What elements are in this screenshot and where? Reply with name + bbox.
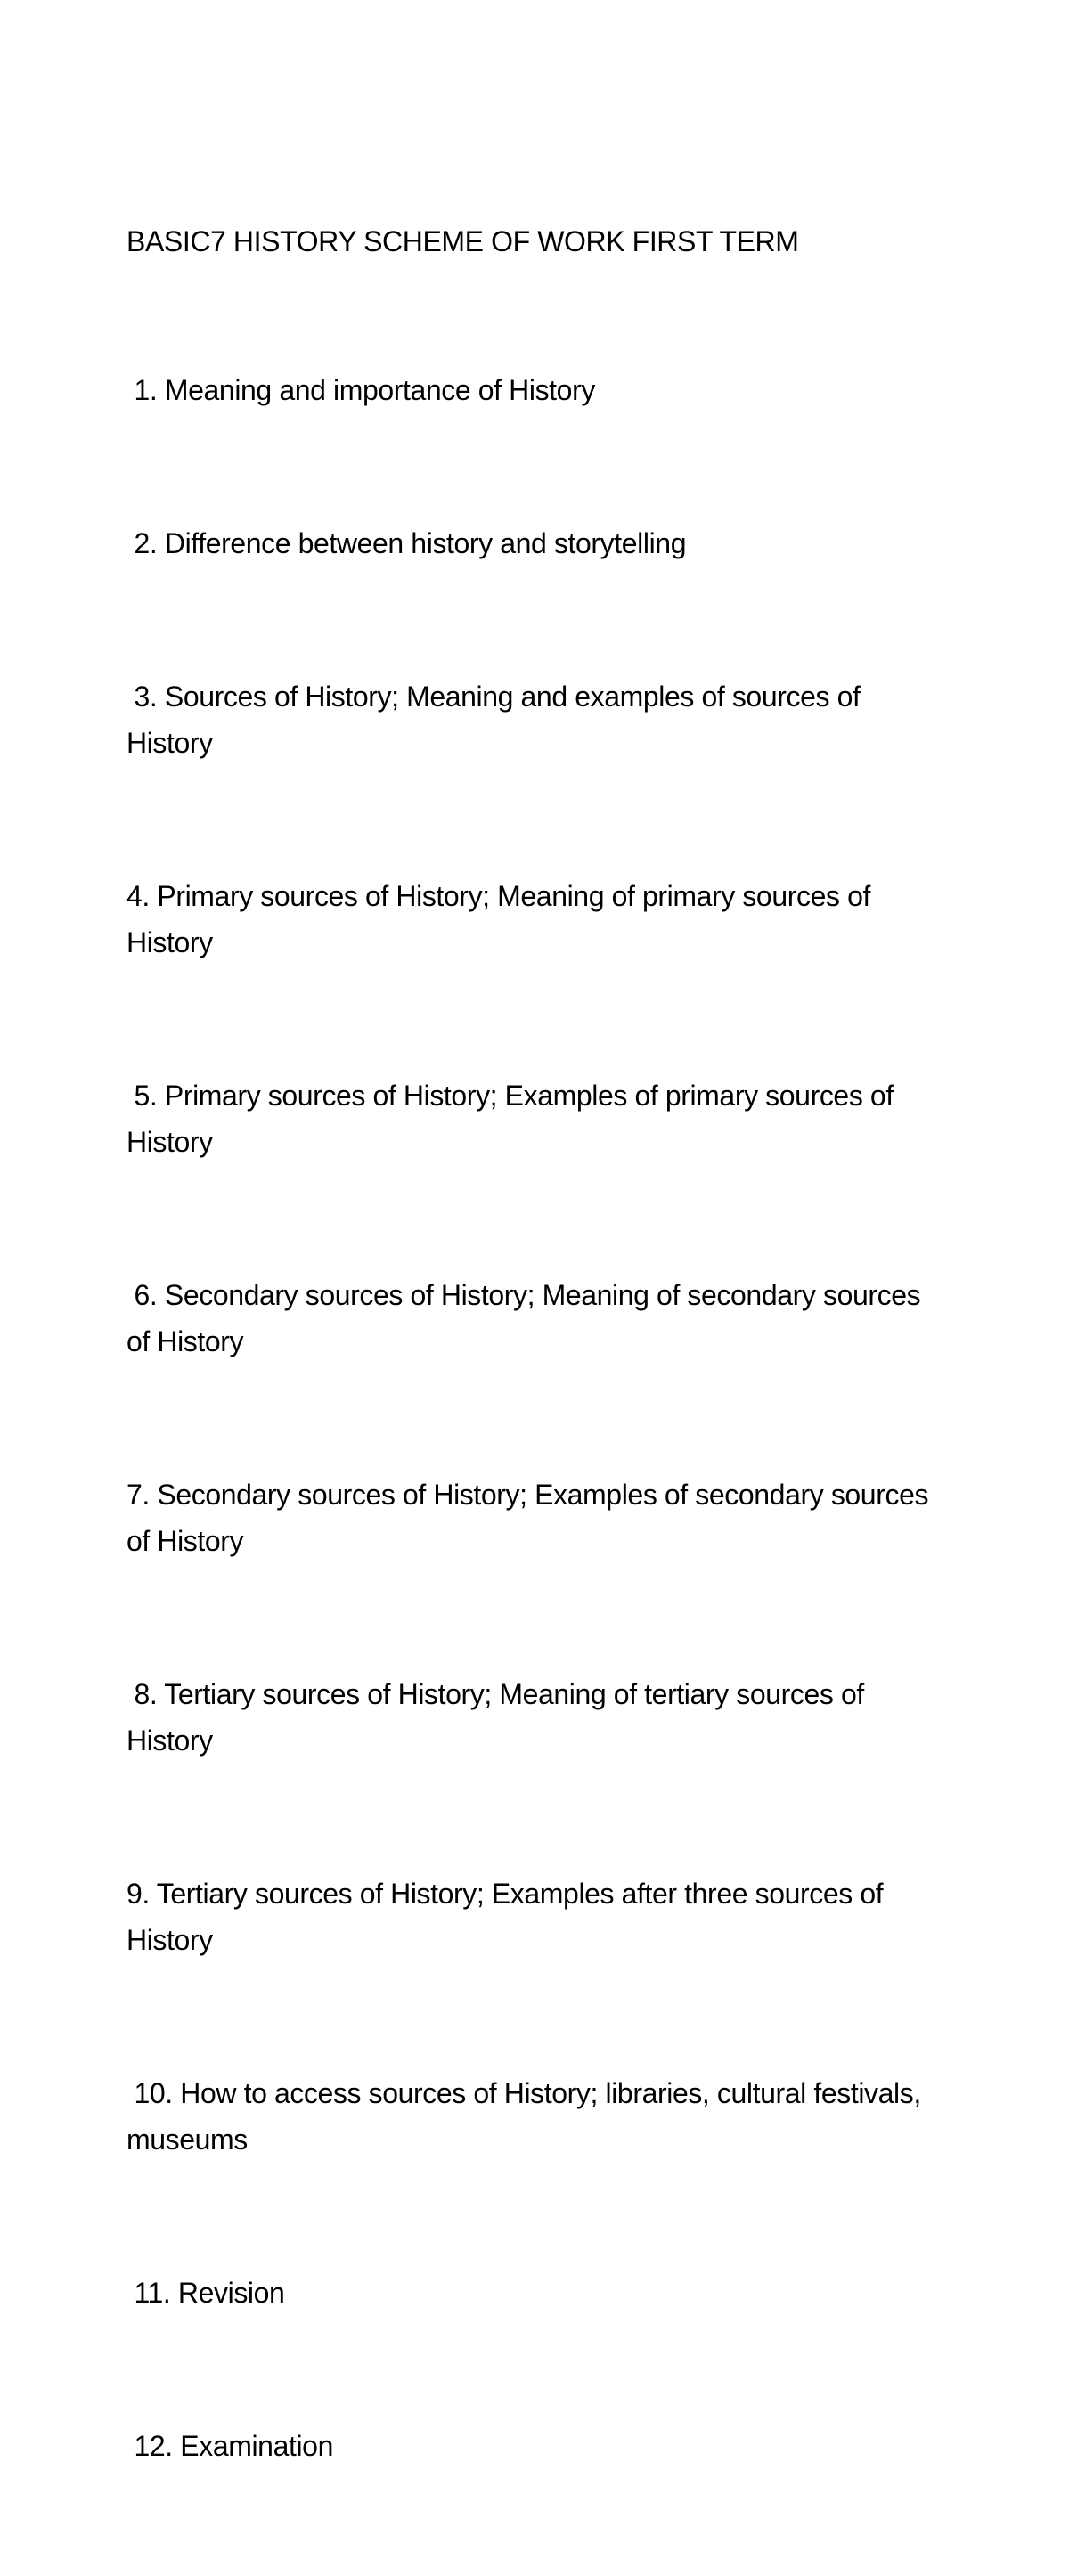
list-item: 9. Tertiary sources of History; Examples after three sources of History [126, 1878, 891, 1956]
list-item: 6. Secondary sources of History; Meaning of secondary sources of History [126, 1279, 928, 1357]
list-item: 2. Difference between history and storytelling [126, 527, 687, 559]
list-item: 4. Primary sources of History; Meaning of primary sources of History [126, 880, 878, 958]
document-title: BASIC7 HISTORY SCHEME OF WORK FIRST TERM [126, 225, 799, 257]
list-item: 8. Tertiary sources of History; Meaning of tertiary sources of History [126, 1678, 872, 1757]
list-item: 7. Secondary sources of History; Examples of secondary sources of History [126, 1479, 936, 1557]
list-item: 12. Examination [126, 2430, 333, 2462]
document-body [126, 130, 946, 2576]
list-item: 5. Primary sources of History; Examples of primary sources of History [126, 1080, 902, 1158]
list-item: 3. Sources of History; Meaning and examples of sources of History [126, 681, 868, 759]
list-item: 11. Revision [126, 2277, 285, 2309]
list-item: 10. How to access sources of History; libraries, cultural festivals, museums [126, 2077, 929, 2156]
list-item: 1. Meaning and importance of History [126, 374, 595, 406]
